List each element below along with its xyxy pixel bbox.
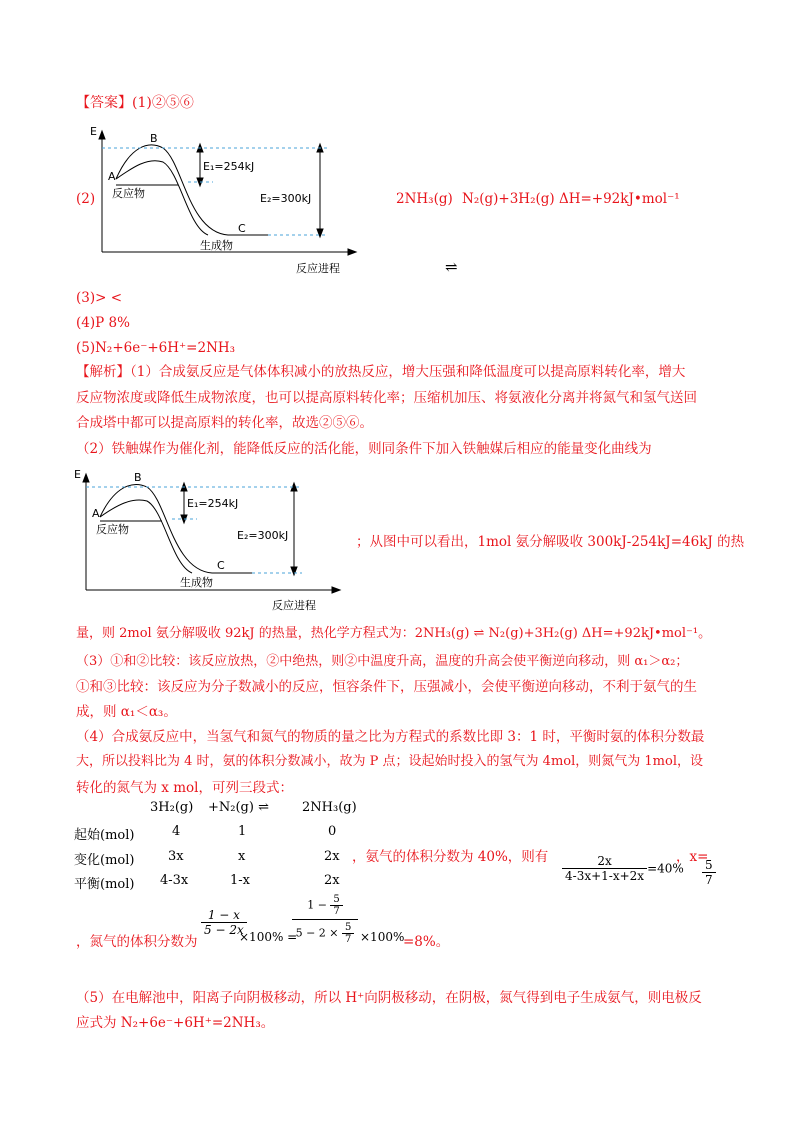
ice-row-label: 平衡(mol)	[74, 877, 135, 892]
diagram2-point-b: B	[134, 471, 142, 484]
analysis-p4-line3: 转化的氮气为 x mol，可列三段式：	[76, 780, 293, 796]
answer-part1: (1)②⑤⑥	[132, 95, 194, 111]
answer-part3: (3)> <	[76, 290, 123, 306]
diagram1-point-b: B	[150, 132, 158, 145]
answer-label: 【答案】	[76, 95, 132, 111]
ice-row-label: 起始(mol)	[74, 828, 135, 843]
answer-equation-lhs: 2NH₃(g)	[396, 191, 453, 207]
x-equals: ，x=	[676, 849, 709, 865]
ice-cell: 0	[328, 824, 337, 839]
x-value-fraction: $\frac{5}{7}$	[702, 858, 716, 887]
ice-header-nh3: 2NH₃(g)	[302, 800, 357, 815]
diagram2-e1: E₁=254kJ	[187, 497, 239, 510]
diagram2-reactant: 反应物	[96, 523, 129, 536]
analysis-p1-line3: 合成塔中都可以提高原料的转化率，故选②⑤⑥。	[76, 415, 373, 431]
diagram2-product: 生成物	[180, 576, 213, 589]
n2-fraction-result: =8%。	[403, 934, 450, 950]
diagram1-reactant: 反应物	[112, 187, 145, 200]
analysis-p1-line1: 【解析】（1）合成氨反应是气体体积减小的放热反应，增大压强和降低温度可以提高原料转化率，增大	[76, 364, 686, 380]
analysis-p2-line2: 量，则 2mol 氨分解吸收 92kJ 的热量，热化学方程式为：2NH₃(g) ⇌ N₂(g)+3H₂(g) ΔH=+92kJ•mol⁻¹。	[76, 626, 712, 641]
ice-cell: 4-3x	[160, 873, 189, 888]
diagram2-x-label: 反应进程	[272, 599, 316, 612]
analysis-p4-line1: （4）合成氨反应中，当氢气和氮气的物质的量之比为方程式的系数比即 3：1 时，平衡时氨的体积分数最	[76, 729, 705, 745]
answer-part4: (4)P 8%	[76, 315, 130, 331]
times-100: ×100% =	[239, 930, 298, 944]
analysis-p5-line2: 应式为 N₂+6e⁻+6H⁺=2NH₃。	[76, 1015, 275, 1031]
answer-heading	[76, 92, 194, 112]
analysis-p3-line3: 成，则 α₁＜α₃。	[76, 704, 177, 720]
energy-diagram-1	[88, 122, 368, 277]
diagram1-x-label: 反应进程	[296, 262, 340, 275]
diagram2-y-label: E	[74, 468, 81, 481]
analysis-p5-line1: （5）在电解池中，阳离子向阴极移动，所以 H⁺向阴极移动，在阴极，氮气得到电子生成氨气，则电极反	[76, 990, 702, 1006]
analysis-p4-side: ，氨气的体积分数为 40%，则有	[352, 849, 549, 865]
diagram1-point-a: A	[108, 170, 116, 183]
analysis-p2-line1: （2）铁触媒作为催化剂，能降低反应的活化能，则同条件下加入铁触媒后相应的能量变化曲线为	[76, 441, 652, 457]
ice-header-h2: 3H₂(g)	[150, 800, 194, 815]
n2-fraction-expression: $\frac{1 - x}{5 - 2x}$	[201, 908, 247, 937]
times-100-b: ×100%	[360, 930, 405, 944]
ice-cell: 4	[172, 824, 181, 839]
diagram2-point-a: A	[92, 507, 100, 520]
n2-fraction-prefix: ，氮气的体积分数为	[76, 934, 198, 950]
diagram1-product: 生成物	[200, 239, 233, 252]
ice-header-n2: +N₂(g) ⇌	[208, 800, 269, 815]
answer-part5: (5)N₂+6e⁻+6H⁺=2NH₃	[76, 340, 236, 356]
diagram2-e2: E₂=300kJ	[237, 529, 289, 542]
analysis-p3-line2: ①和③比较：该反应为分子数减小的反应，恒容条件下，压强减小，会使平衡逆向移动，不利于氨气的生	[76, 679, 697, 695]
nested-fraction: 1 − $\frac{5}{7}$ 5 − 2 × $\frac{5}{7}$	[292, 894, 358, 945]
ice-cell: 3x	[168, 849, 184, 864]
analysis-label: 【解析】	[76, 364, 130, 380]
analysis-p3-line1: （3）①和②比较：该反应放热，②中绝热，则②中温度升高，温度的升高会使平衡逆向移动，则 α₁＞α₂；	[76, 654, 689, 669]
diagram2-point-c: C	[217, 559, 225, 572]
energy-diagram-2	[72, 465, 352, 615]
ice-cell: 2x	[324, 873, 340, 888]
analysis-p2-side: ；从图中可以看出，1mol 氨分解吸收 300kJ-254kJ=46kJ 的热	[356, 534, 745, 550]
diagram1-y-label: E	[90, 125, 97, 138]
ice-row-label: 变化(mol)	[74, 853, 135, 868]
analysis-p1-line2: 反应物浓度或降低生成物浓度，也可以提高原料转化率；压缩机加压、将氨液化分离并将氮气和氢气送回	[76, 390, 697, 406]
diagram1-e1: E₁=254kJ	[203, 160, 255, 173]
answer-part2-label: (2)	[76, 191, 96, 207]
ice-cell: 1-x	[230, 873, 250, 888]
ice-cell: x	[238, 849, 246, 864]
ice-cell: 2x	[324, 849, 340, 864]
equilibrium-arrow: ⇌	[445, 258, 458, 276]
diagram1-e2: E₂=300kJ	[260, 192, 312, 205]
ice-cell: 1	[238, 824, 247, 839]
volume-fraction-equation: $\frac{2x}{4-3x+1-x+2x}$ =40%	[562, 854, 684, 883]
fraction-2x: $\frac{2x}{4-3x+1-x+2x}$	[562, 854, 647, 883]
answer-equation-rhs: N₂(g)+3H₂(g) ΔH=+92kJ•mol⁻¹	[462, 191, 680, 207]
diagram1-point-c: C	[238, 222, 246, 235]
analysis-p4-line2: 大，所以投料比为 4 时，氨的体积分数减小，故为 P 点；设起始时投入的氢气为 4mol，则氮气为 1mol，设	[76, 754, 703, 769]
